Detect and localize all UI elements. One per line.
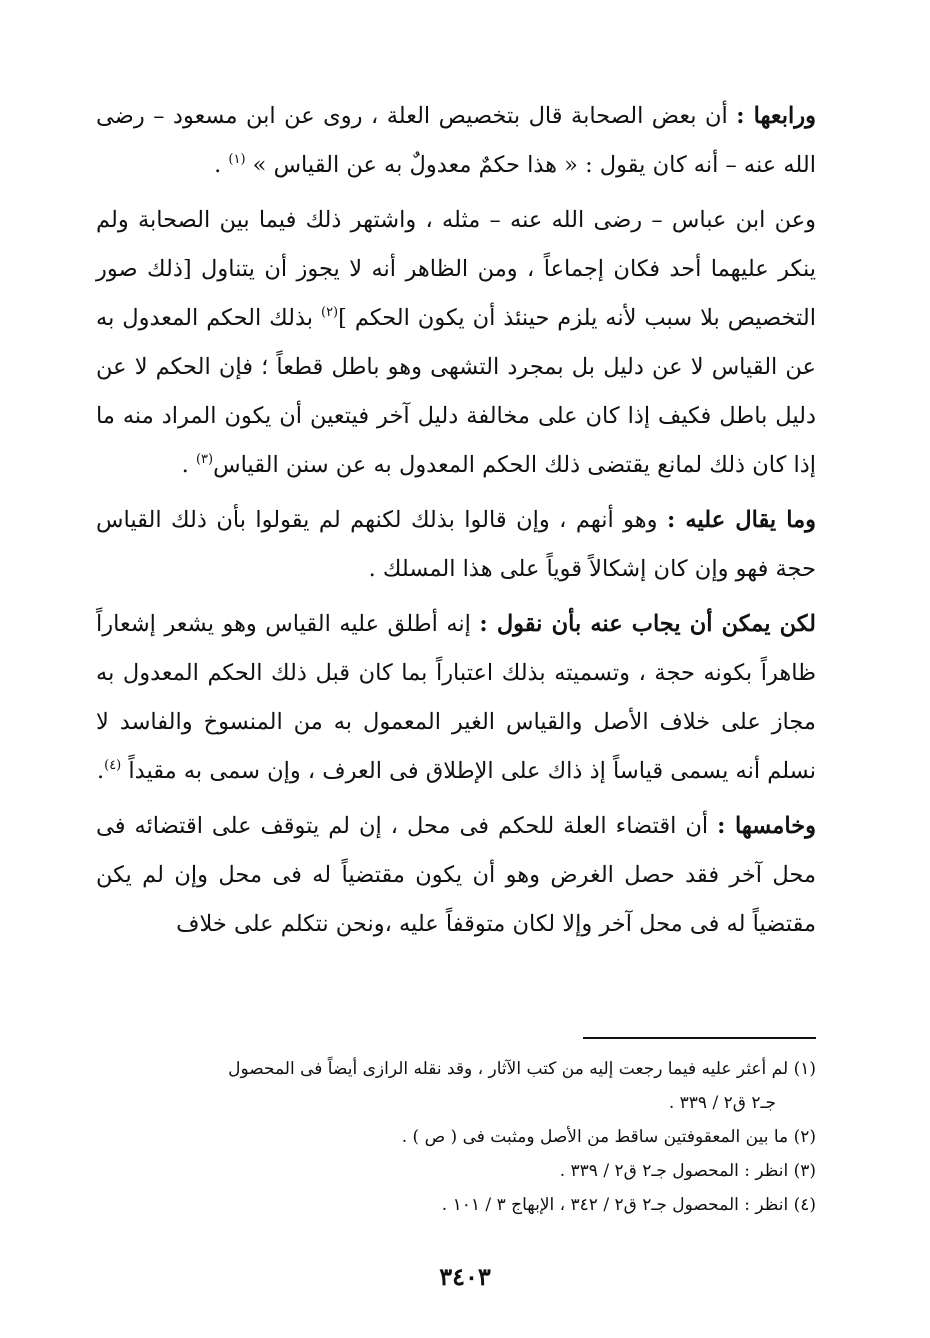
footnote-ref: (١) [228, 152, 246, 167]
footnote-number: (٤) [793, 1195, 816, 1215]
footnote-2 [96, 1120, 816, 1154]
footnote-continuation: جـ٢ ق٢ / ٣٣٩ . [668, 1093, 776, 1113]
paragraph-1 [96, 92, 816, 190]
footnote-divider [583, 1037, 816, 1039]
paragraph-text: أن بعض الصحابة قال بتخصيص العلة ، روى عن ابن مسعود – رضى الله عنه – أنه كان يقول : « هذا حكمٌ معدولٌ به عن القياس » [96, 103, 816, 178]
paragraph-text: وهو أنهم ، وإن قالوا بذلك لكنهم لم يقولوا بأن ذلك القياس حجة فهو وإن كان إشكالاً قوياً على هذا المسلك . [96, 507, 816, 582]
paragraph-3 [96, 496, 816, 594]
footnote-number: (٢) [793, 1127, 816, 1147]
paragraph-end: . [181, 452, 189, 478]
paragraph-text: أن اقتضاء العلة للحكم فى محل ، إن لم يتوقف على اقتضائه فى محل آخر فقد حصل الغرض وهو أن يكون مقتضياً له فى محل وإن لم يكن مقتضياً له فى محل آخر وإلا لكان متوقفاً عليه ،ونحن نتكلم على خلاف [96, 813, 816, 937]
paragraph-4 [96, 600, 816, 796]
paragraph-end: . [214, 152, 222, 178]
footnote-number: (١) [793, 1059, 816, 1079]
paragraph-lead: لكن يمكن أن يجاب عنه بأن نقول : [479, 611, 817, 637]
footnotes [96, 1052, 816, 1222]
footnote-text: لم أعثر عليه فيما رجعت إليه من كتب الآثار ، وقد نقله الرازى أيضاً فى المحصول [228, 1059, 789, 1079]
paragraph-text: وعن ابن عباس – رضى الله عنه – مثله ، واشتهر ذلك فيما بين الصحابة ولم ينكر عليهما أحد فكان إجماعاً ، ومن الظاهر أنه لا يجوز أن يتناول [ذلك صور التخصيص بلا سبب لأنه يلزم حينئذ أن يكون الحكم ] [96, 207, 816, 331]
page-number: ٣٤٠٣ [439, 1262, 491, 1291]
footnote-text: ما بين المعقوفتين ساقط من الأصل ومثبت فى ( ص ) . [401, 1127, 789, 1147]
footnote-text: انظر : المحصول جـ٢ ق٢ / ٣٤٢ ، الإبهاج ٣ / ١٠١ . [441, 1195, 789, 1215]
footnote-1 [96, 1052, 816, 1120]
footnote-text: انظر : المحصول جـ٢ ق٢ / ٣٣٩ . [559, 1161, 789, 1181]
paragraph-lead: وخامسها : [717, 813, 816, 839]
footnote-ref: (٣) [195, 452, 214, 467]
paragraph-text-continued: بذلك الحكم المعدول به عن القياس لا عن دليل بل بمجرد التشهى وهو باطل قطعاً ؛ فإن الحكم لا عن دليل باطل فكيف إذا كان على مخالفة دليل آخر فيتعين أن يكون المراد منه ما إذا كان ذلك لمانع يقتضى ذلك الحكم المعدول به عن سنن القياس [96, 305, 816, 478]
main-text [96, 92, 816, 955]
footnote-ref: (٢) [320, 305, 339, 320]
paragraph-end: . [96, 758, 105, 784]
footnote-ref: (٤) [104, 758, 122, 773]
footnote-3 [96, 1154, 816, 1188]
footnote-4 [96, 1188, 816, 1222]
footnote-number: (٣) [793, 1161, 816, 1181]
paragraph-2 [96, 196, 816, 490]
paragraph-lead: وما يقال عليه : [666, 507, 817, 533]
paragraph-5 [96, 802, 816, 949]
paragraph-lead: ورابعها : [736, 103, 817, 129]
paragraph-text: إنه أطلق عليه القياس وهو يشعر إشعاراً ظاهراً بكونه حجة ، وتسميته بذلك اعتباراً بما كان قبل ذلك الحكم المعدول به مجاز على خلاف الأصل والقياس الغير المعمول به من المنسوخ والفاسد لا نسلم أنه يسمى قياساً إذ ذاك على الإطلاق فى العرف ، وإن سمى به مقيداً [96, 611, 816, 784]
